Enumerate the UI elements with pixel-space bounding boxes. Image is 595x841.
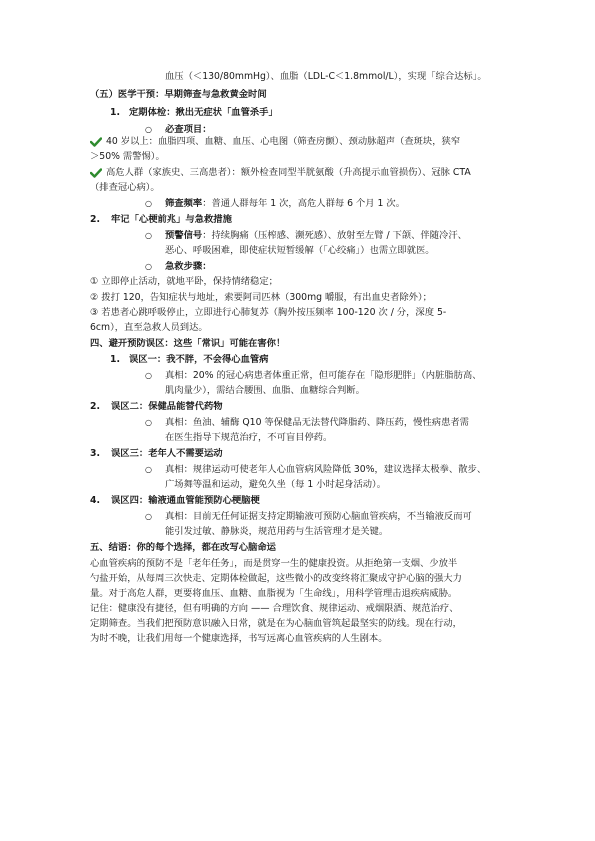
misconception-2-title: 误区二：保健品能替代药物 [111, 401, 223, 412]
list-number: 4. [90, 495, 101, 506]
section-heading-conclusion: 五、结语：你的每个选择，都在改写心脑命运 [90, 542, 276, 553]
check-item-high-risk-line2: （排查冠心病）。 [90, 182, 160, 193]
misconception-1-truth-line1: 真相：20% 的冠心病患者体重正常，但可能存在「隐形肥胖」（内脏脂肪高、 [165, 370, 482, 381]
list-number: 2. [90, 214, 101, 225]
conclusion-paragraph-line6: 为时不晚，让我们用每一个健康选择，书写远离心血管疾病的人生剧本。 [90, 633, 388, 644]
screening-frequency-label: 筛查频率 [165, 198, 203, 209]
section-heading-misconceptions: 四、避开预防误区：这些「常识」可能在害你！ [90, 338, 286, 349]
conclusion-paragraph-line5: 定期筛查。当我们把预防意识融入日常，就是在为心脑血管筑起最坚实的防线。现在行动， [90, 618, 462, 629]
misconception-1-truth-line2: 肌肉量少），需结合腰围、血脂、血糖综合判断。 [165, 385, 365, 396]
misconception-1-title: 误区一：我不胖，不会得心血管病 [129, 354, 269, 365]
warning-signs-line2: 恶心、呼吸困难，即使症状短暂缓解（「心绞痛」）也需立即就医。 [165, 245, 435, 256]
conclusion-paragraph-line4: 记住：健康没有捷径，但有明确的方向 —— 合理饮食、规律运动、戒烟限酒、规范治疗、 [90, 603, 459, 614]
misconception-2-truth-line1: 真相：鱼油、辅酶 Q10 等保健品无法替代降脂药、降压药，慢性病患者需 [165, 417, 469, 428]
list-number: 1. [110, 107, 121, 118]
required-items-label: 必查项目： [165, 124, 212, 135]
check-item-over-40-line2: ＞50% 需警惕）。 [90, 151, 165, 162]
conclusion-paragraph-line2: 勺盐开始，从每周三次快走、定期体检做起，这些微小的改变终将汇聚成守护心脑的强大力 [90, 573, 462, 584]
warning-signs-line1 [165, 230, 467, 242]
warning-signs-label: 预警信号 [165, 230, 203, 241]
bullet-icon: ○ [145, 231, 152, 240]
conclusion-paragraph-line1: 心血管疾病的预防不是「老年任务」，而是贯穿一生的健康投资。从拒绝第一支烟、少放半 [90, 558, 458, 569]
misconception-4-truth-line1: 真相：目前无任何证据支持定期输液可预防心脑血管疾病，不当输液反而可 [165, 511, 472, 522]
bullet-icon: ○ [145, 512, 152, 521]
checkmark-icon [90, 168, 102, 178]
bullet-icon: ○ [145, 262, 152, 271]
misconception-3-truth-line1: 真相：规律运动可使老年人心血管病风险降低 30%，建议选择太极拳、散步、 [165, 464, 487, 475]
list-number: 2. [90, 401, 101, 412]
bp-lipid-target-line: 血压（＜130/80mmHg）、血脂（LDL-C＜1.8mmol/L），实现「综合达标」。 [165, 71, 487, 82]
bullet-icon: ○ [145, 418, 152, 427]
bullet-icon: ○ [145, 465, 152, 474]
section-heading-medical-intervention: （五）医学干预：早期筛查与急救黄金时间 [90, 89, 267, 100]
bullet-icon: ○ [145, 199, 152, 208]
first-aid-step-3-line2: 6cm），直至急救人员到达。 [90, 322, 208, 333]
first-aid-step-2: ② 拨打 120，告知症状与地址，索要阿司匹林（300mg 嚼服，有出血史者除外）； [90, 292, 432, 303]
screening-frequency [165, 198, 405, 210]
screening-frequency-text: ：普通人群每年 1 次，高危人群每 6 个月 1 次。 [202, 198, 406, 209]
list-number: 3. [90, 448, 101, 459]
misconception-2-truth-line2: 在医生指导下规范治疗，不可盲目停药。 [165, 432, 333, 443]
first-aid-step-1: ① 立即停止活动，就地平卧，保持情绪稳定； [90, 276, 278, 287]
check-item-over-40-line1: 40 岁以上：血脂四项、血糖、血压、心电图（筛查房颤）、颈动脉超声（查斑块，狭窄 [106, 136, 461, 147]
warning-signs-text: ：持续胸痛（压榨感、濒死感）、放射至左臂 / 下颌、伴随冷汗、 [202, 230, 467, 241]
checkmark-icon [90, 137, 102, 147]
misconception-3-title: 误区三：老年人不需要运动 [111, 448, 223, 459]
misconception-3-truth-line2: 广场舞等温和运动，避免久坐（每 1 小时起身活动）。 [165, 479, 387, 490]
subheading-mi-warning: 牢记「心梗前兆」与急救措施 [111, 214, 232, 225]
subheading-regular-checkup: 定期体检：揪出无症状「血管杀手」 [129, 107, 278, 118]
first-aid-steps-label: 急救步骤： [165, 261, 212, 272]
misconception-4-truth-line2: 能引发过敏、静脉炎，规范用药与生活管理才是关键。 [165, 526, 389, 537]
check-item-high-risk-line1: 高危人群（家族史、三高患者）：额外检查同型半胱氨酸（升高提示血管损伤）、冠脉 CTA [106, 167, 471, 178]
first-aid-step-3-line1: ③ 若患者心跳呼吸停止，立即进行心肺复苏（胸外按压频率 100-120 次 / 分，深度 5- [90, 307, 447, 318]
list-number: 1. [110, 354, 121, 365]
misconception-4-title: 误区四：输液通血管能预防心梗脑梗 [111, 495, 260, 506]
conclusion-paragraph-line3: 量。对于高危人群，更要将血压、血糖、血脂视为「生命线」，用科学管理击退疾病威胁。 [90, 588, 458, 599]
bullet-icon: ○ [145, 371, 152, 380]
bullet-icon: ○ [145, 125, 152, 134]
